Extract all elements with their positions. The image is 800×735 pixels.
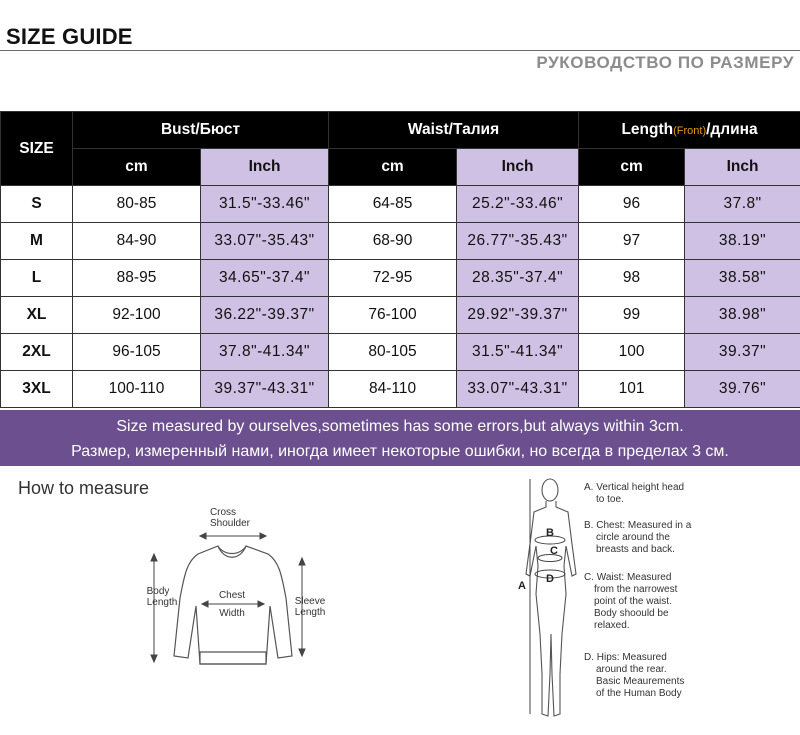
note-line: A. Vertical height head	[584, 482, 685, 493]
length-front-note: (Front)	[673, 125, 707, 137]
waist-cm-cell: 68-90	[329, 223, 457, 260]
table-row	[1, 334, 800, 371]
note-line: from the narrowest	[594, 584, 678, 595]
length-cm-cell: 96	[579, 186, 685, 223]
measurement-disclaimer	[0, 410, 800, 466]
size-cell: S	[1, 186, 73, 223]
length-cm-cell: 98	[579, 260, 685, 297]
size-cell: XL	[1, 297, 73, 334]
sleeve-length-label-1: Sleeve	[294, 596, 326, 607]
waist-inch-cell: 31.5"-41.34"	[457, 334, 579, 371]
size-cell: 2XL	[1, 334, 73, 371]
note-line: relaxed.	[594, 620, 630, 631]
waist-inch-cell: 25.2"-33.46"	[457, 186, 579, 223]
disclaimer-en: Size measured by ourselves,sometimes has some errors,but always within 3cm.	[116, 418, 684, 435]
size-chart-table	[0, 111, 800, 408]
letter-a-label: A	[518, 580, 526, 592]
waist-cm-cell: 72-95	[329, 260, 457, 297]
note-line: D. Hips: Measured	[584, 652, 667, 663]
length-cm-cell: 100	[579, 334, 685, 371]
bust-cm-cell: 88-95	[73, 260, 201, 297]
bust-cm-cell: 96-105	[73, 334, 201, 371]
waist-cm-cell: 80-105	[329, 334, 457, 371]
note-line: of the Human Body	[596, 688, 682, 699]
header-divider	[0, 50, 800, 51]
body-length-label-1: Body	[146, 586, 170, 597]
length-inch-cell: 38.58"	[685, 260, 800, 297]
how-to-measure-heading: How to measure	[18, 478, 150, 498]
unit-cm-header: cm	[579, 149, 685, 186]
unit-inch-header: Inch	[457, 149, 579, 186]
bust-cm-cell: 84-90	[73, 223, 201, 260]
bust-cm-cell: 100-110	[73, 371, 201, 408]
note-line: Basic Meaurements	[596, 676, 685, 687]
length-cm-cell: 97	[579, 223, 685, 260]
length-inch-cell: 38.19"	[685, 223, 800, 260]
note-line: C. Waist: Measured	[584, 572, 672, 583]
length-label: Length	[621, 121, 674, 138]
length-header	[579, 112, 800, 149]
unit-inch-header: Inch	[685, 149, 800, 186]
size-guide-title: SIZE GUIDE	[6, 24, 133, 49]
garment-measure-diagram	[140, 506, 330, 686]
waist-inch-cell: 26.77"-35.43"	[457, 223, 579, 260]
length-cm-cell: 101	[579, 371, 685, 408]
waist-cm-cell: 84-110	[329, 371, 457, 408]
bust-inch-cell: 34.65"-37.4"	[201, 260, 329, 297]
size-column-header: SIZE	[1, 112, 73, 186]
bust-inch-cell: 39.37"-43.31"	[201, 371, 329, 408]
note-line: around the rear.	[596, 664, 667, 675]
size-cell: 3XL	[1, 371, 73, 408]
body-measure-diagram	[512, 474, 582, 730]
human-figure-icon	[526, 479, 576, 716]
table-row	[1, 186, 800, 223]
table-row	[1, 260, 800, 297]
length-inch-cell: 37.8"	[685, 186, 800, 223]
body-measure-notes	[580, 476, 760, 716]
table-row	[1, 223, 800, 260]
cross-shoulder-label-2: Shoulder	[209, 518, 251, 529]
length-inch-cell: 39.76"	[685, 371, 800, 408]
table-row	[1, 371, 800, 408]
bust-cm-cell: 80-85	[73, 186, 201, 223]
bust-header: Bust/Бюст	[73, 112, 329, 149]
how-to-measure-panel	[0, 466, 800, 735]
cross-shoulder-label-1: Cross	[209, 507, 237, 518]
unit-cm-header: cm	[73, 149, 201, 186]
note-line: breasts and back.	[596, 544, 675, 555]
bust-inch-cell: 31.5"-33.46"	[201, 186, 329, 223]
table-header-row	[1, 112, 800, 149]
size-cell: L	[1, 260, 73, 297]
length-label-ru: /длина	[706, 121, 758, 138]
length-inch-cell: 38.98"	[685, 297, 800, 334]
disclaimer-ru: Размер, измеренный нами, иногда имеет некоторые ошибки, но всегда в пределах 3 см.	[71, 443, 729, 460]
chest-width-label-1: Chest	[218, 590, 246, 601]
sleeve-length-label-2: Length	[294, 607, 326, 618]
note-line: circle around the	[596, 532, 670, 543]
letter-c-label: C	[550, 545, 558, 557]
bust-inch-cell: 36.22"-39.37"	[201, 297, 329, 334]
letter-d-label: D	[546, 573, 554, 585]
waist-header: Waist/Талия	[329, 112, 579, 149]
note-line: B. Chest: Measured in a	[584, 520, 692, 531]
table-row	[1, 297, 800, 334]
waist-inch-cell: 33.07"-43.31"	[457, 371, 579, 408]
letter-b-label: B	[546, 527, 554, 539]
length-inch-cell: 39.37"	[685, 334, 800, 371]
note-line: Body shoould be	[594, 608, 669, 619]
size-guide-subtitle-ru: РУКОВОДСТВО ПО РАЗМЕРУ	[536, 53, 794, 72]
bust-inch-cell: 33.07"-35.43"	[201, 223, 329, 260]
size-cell: M	[1, 223, 73, 260]
unit-cm-header: cm	[329, 149, 457, 186]
unit-inch-header: Inch	[201, 149, 329, 186]
bust-inch-cell: 37.8"-41.34"	[201, 334, 329, 371]
waist-inch-cell: 29.92"-39.37"	[457, 297, 579, 334]
sweater-outline-icon	[174, 546, 292, 664]
note-line: point of the waist.	[594, 596, 672, 607]
waist-cm-cell: 76-100	[329, 297, 457, 334]
body-length-label-2: Length	[146, 597, 178, 608]
chest-width-label-2: Width	[219, 608, 245, 619]
table-unit-row	[1, 149, 800, 186]
waist-cm-cell: 64-85	[329, 186, 457, 223]
bust-cm-cell: 92-100	[73, 297, 201, 334]
length-cm-cell: 99	[579, 297, 685, 334]
note-line: to toe.	[596, 494, 624, 505]
waist-inch-cell: 28.35"-37.4"	[457, 260, 579, 297]
